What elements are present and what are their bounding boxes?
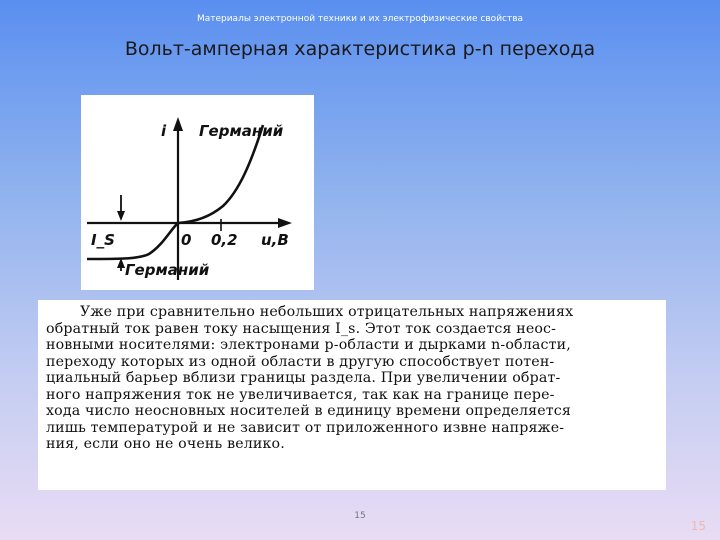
is-arrow-upper-head [117,211,125,221]
body-text-line: ного напряжения ток не увеличивается, так как на границе пере- [46,386,555,403]
origin-label: 0 [181,231,192,249]
body-text-block [38,300,666,490]
saturation-label: I_S [91,231,115,249]
body-text-line: лишь температурой и не зависит от приложенного извне напряже- [46,419,565,436]
x-axis-arrow [278,218,292,228]
body-text-line: новными носителями: электронами p-области и дырками n-области, [46,337,571,353]
iv-graph-svg [81,95,314,290]
body-text-line: переходу которых из одной области в другую способствует потен- [46,353,555,370]
reverse-curve-label: Германий [125,261,210,279]
slide-title: Вольт-амперная характеристика p-n перехода [124,38,596,60]
body-text-line: циальный барьер вблизи границы раздела. При увеличении обрат- [46,370,561,386]
body-text-line: хода число неосновных носителей в единицу времени определяется [46,403,572,419]
body-text-line: обратный ток равен току насыщения I_s. Этот ток создается неос- [46,320,557,337]
y-axis-arrow [173,117,183,131]
page-number-center: 15 [354,511,366,521]
forward-curve-label: Германий [199,122,284,140]
page-number-corner: 15 [690,519,706,533]
body-text-line: Уже при сравнительно небольших отрицательных напряжениях [80,304,574,320]
y-axis-label: i [161,122,167,140]
slide-subject: Материалы электронной техники и их электрофизические свойства [196,14,524,24]
tick-label: 0,2 [211,231,238,249]
body-text-line: ния, если оно не очень велико. [46,436,285,452]
x-axis-label: u,B [261,231,289,249]
iv-characteristic-figure [81,95,314,290]
